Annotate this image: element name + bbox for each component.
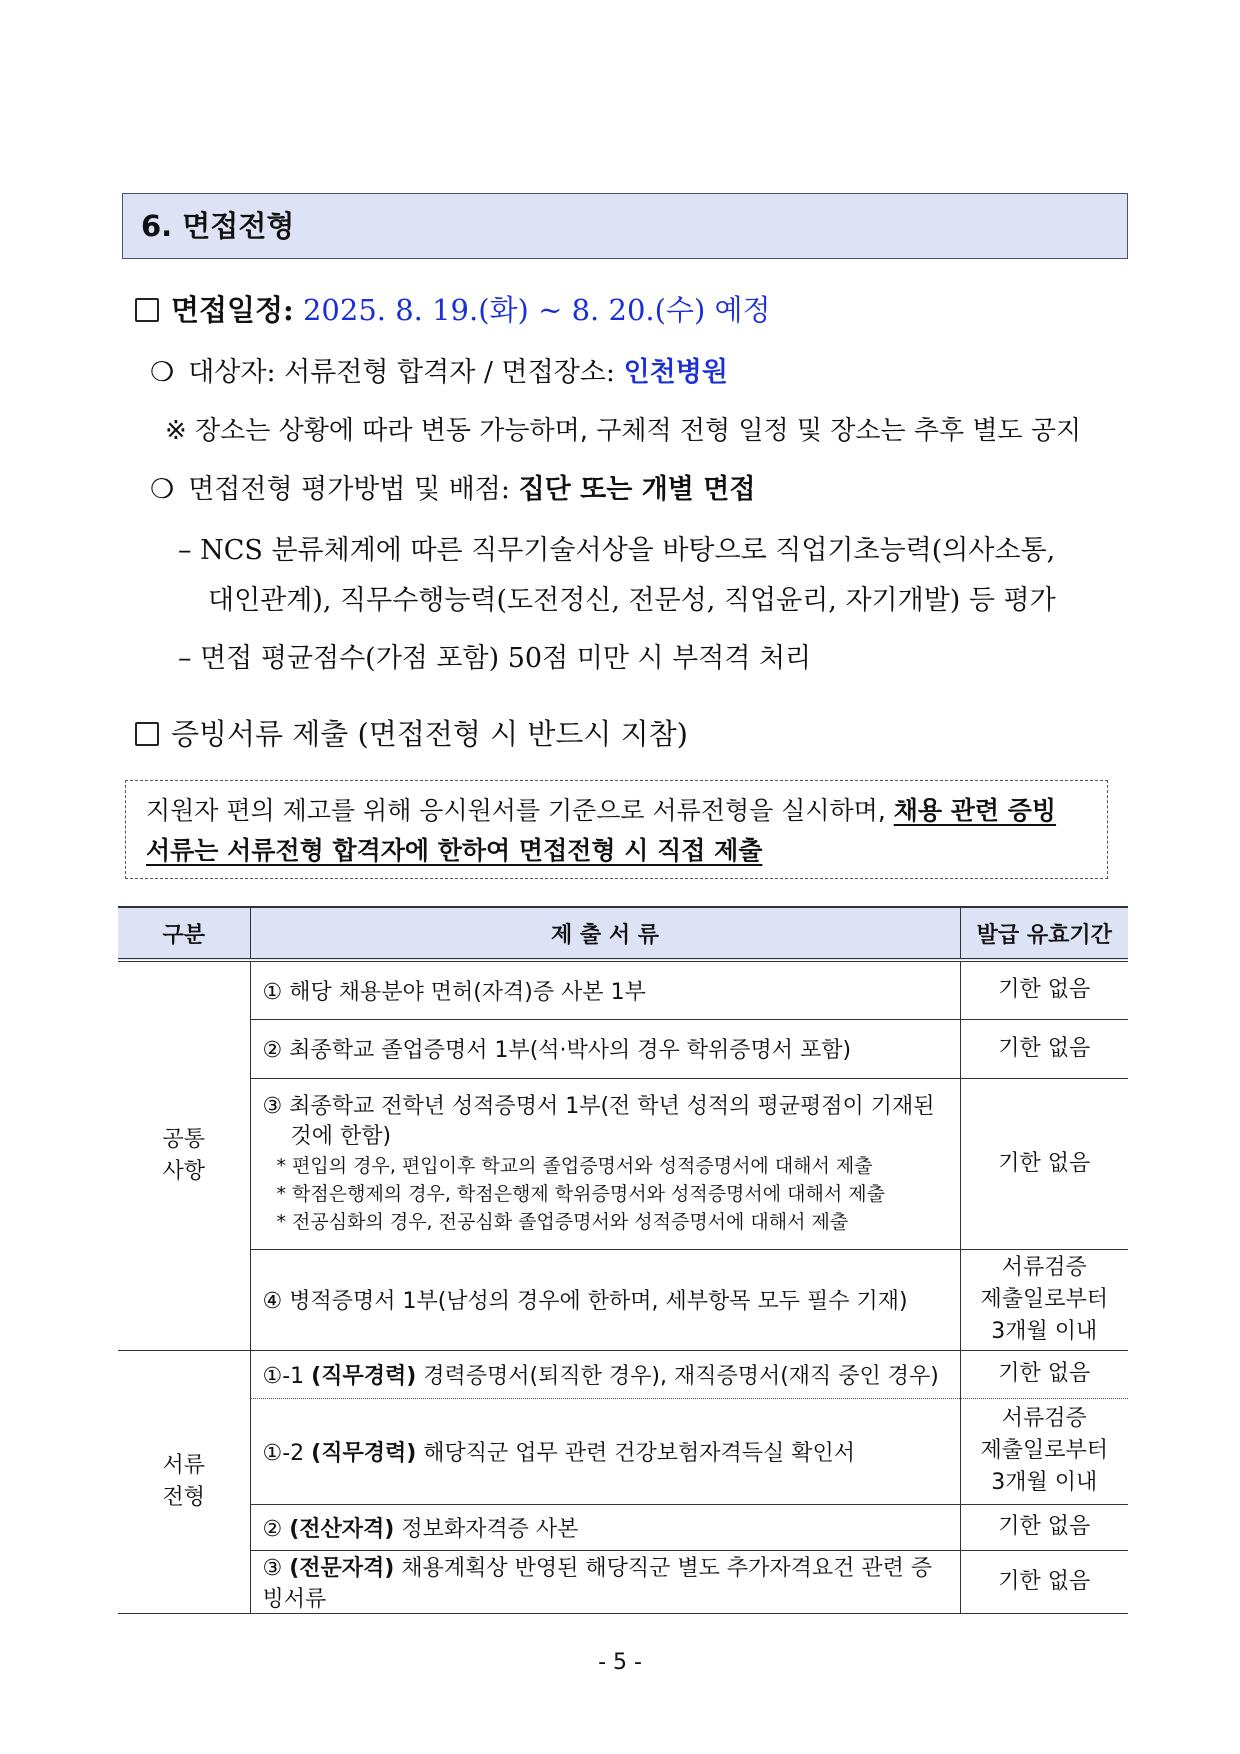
ncs-line-1: – NCS 분류체계에 따른 직무기술서상을 바탕으로 직업기초능력(의사소통, [178,535,1056,566]
category-screening: 서류 전형 [118,1350,250,1613]
table-row [118,1249,1128,1350]
fail-rule: – 면접 평균점수(가점 포함) 50점 미만 시 부적격 처리 [178,643,812,674]
doc-cell: ② 최종학교 졸업증명서 1부(석·박사의 경우 학위증명서 포함) [250,1019,960,1078]
validity-cell: 기한 없음 [960,1350,1128,1398]
method-label: 면접전형 평가방법 및 배점: [188,474,510,505]
header-category: 구분 [118,907,250,960]
validity-cell: 기한 없음 [960,1550,1128,1613]
category-common: 공통 사항 [118,960,250,1350]
header-validity: 발급 유효기간 [960,907,1128,960]
table-row [118,1504,1128,1550]
validity-cell: 기한 없음 [960,1019,1128,1078]
table-row [118,1398,1128,1504]
checkbox-square-icon [135,722,159,746]
doc-cell: ① 해당 채용분야 면허(자격)증 사본 1부 [250,960,960,1019]
submission-heading [135,712,688,753]
table-row [118,960,1128,1019]
submission-title: 증빙서류 제출 (면접전형 시 반드시 지참) [171,717,688,751]
checkbox-square-icon [135,298,159,322]
doc-cell: ③ 최종학교 전학년 성적증명서 1부(전 학년 성적의 평균평점이 기재된 것에 한함) * 편입의 경우, 편입이후 학교의 졸업증명서와 성적증명서에 대해서 제출 * 학점은행제의 경우, 학점은행제 학위증명서와 성적증명서에 대해서 제출 * 전공심화의 경우, 전공심화 졸업증명서와 성적증명서에 대해서 제출 [250,1078,960,1249]
notice-emphasis-2: 서류는 서류전형 합격자에 한하여 면접전형 시 직접 제출 [146,836,763,865]
doc-cell: ② (전산자격) 정보화자격증 사본 [250,1504,960,1550]
table-row [118,1550,1128,1613]
validity-cell: 서류검증 제출일로부터 3개월 이내 [960,1398,1128,1504]
interview-schedule [135,288,771,329]
section-title: 6. 면접전형 [122,193,1128,259]
validity-cell: 기한 없음 [960,1504,1128,1550]
notice-text: 지원자 편의 제고를 위해 응시원서를 기준으로 서류전형을 실시하며, [146,796,894,825]
header-documents: 제 출 서 류 [250,907,960,960]
interview-place: 인천병원 [623,357,728,388]
target-line [150,350,728,389]
documents-table [118,906,1128,1614]
circle-bullet-icon: ❍ [150,357,175,388]
table-row [118,1019,1128,1078]
method-line [150,467,755,506]
doc-cell: ①-2 (직무경력) 해당직군 업무 관련 건강보험자격득실 확인서 [250,1398,960,1504]
validity-cell: 기한 없음 [960,960,1128,1019]
doc-cell: ④ 병적증명서 1부(남성의 경우에 한하며, 세부항목 모두 필수 기재) [250,1249,960,1350]
doc-cell: ③ (전문자격) 채용계획상 반영된 해당직군 별도 추가자격요건 관련 증빙서류 [250,1550,960,1613]
schedule-value: 2025. 8. 19.(화) ~ 8. 20.(수) 예정 [302,293,771,327]
notice-box [125,780,1108,879]
table-row [118,1078,1128,1249]
notice-emphasis-1: 채용 관련 증빙 [893,796,1057,825]
circle-bullet-icon: ❍ [150,474,175,505]
ncs-line-2: 대인관계), 직무수행능력(도전정신, 전문성, 직업윤리, 자기개발) 등 평가 [208,585,1056,616]
table-row [118,1350,1128,1398]
page-number: - 5 - [598,1650,642,1675]
doc-cell: ①-1 (직무경력) 경력증명서(퇴직한 경우), 재직증명서(재직 중인 경우) [250,1350,960,1398]
target-label: 대상자: 서류전형 합격자 / 면접장소: [188,357,615,388]
validity-cell: 서류검증 제출일로부터 3개월 이내 [960,1249,1128,1350]
place-note: ※ 장소는 상황에 따라 변동 가능하며, 구체적 전형 일정 및 장소는 추후 별도 공지 [165,416,1082,446]
table-header-row [118,907,1128,960]
method-value: 집단 또는 개별 면접 [518,474,756,505]
schedule-label: 면접일정: [171,293,294,327]
validity-cell: 기한 없음 [960,1078,1128,1249]
